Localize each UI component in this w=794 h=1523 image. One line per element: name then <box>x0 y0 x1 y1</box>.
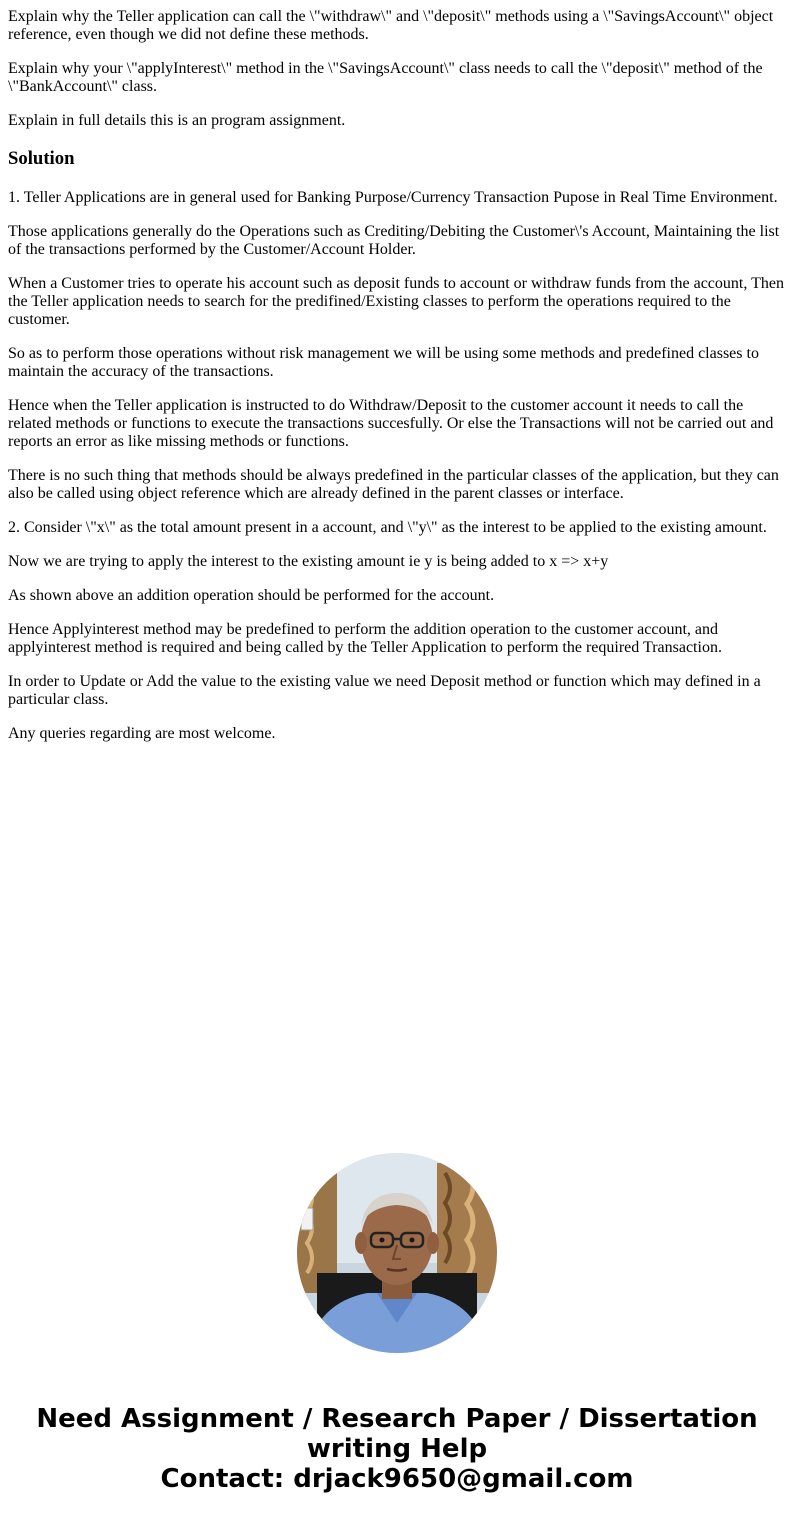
solution-paragraph: So as to perform those operations without risk management we will be using some methods and predefined classes to maintain the accuracy of the transactions. <box>8 345 759 380</box>
solution-paragraph: There is no such thing that methods should be always predefined in the particular classes of the application, but they can also be called using object reference which are already defined in the parent classes or interface. <box>8 467 779 502</box>
author-portrait-image <box>297 1153 497 1353</box>
solution-paragraph: When a Customer tries to operate his account such as deposit funds to account or withdraw funds from the account, Then the Teller application needs to search for the predifined/Existing classes to perform the operations required to the customer. <box>8 275 784 328</box>
promo-line-2: writing Help <box>306 1434 488 1464</box>
solution-paragraph: In order to Update or Add the value to the existing value we need Deposit method or function which may defined in a particular class. <box>8 673 761 708</box>
question-paragraph-2: Explain why your \"applyInterest\" method in the \"SavingsAccount\" class needs to call the \"deposit\" method of the \"BankAccount\" class. <box>8 60 763 95</box>
solution-paragraph: Now we are trying to apply the interest to the existing amount ie y is being added to x => x+y <box>8 553 609 570</box>
solution-paragraph: As shown above an addition operation should be performed for the account. <box>8 587 495 604</box>
solution-paragraph: 2. Consider \"x\" as the total amount present in a account, and \"y\" as the interest to be applied to the existing amount. <box>8 519 767 536</box>
question-paragraph-3: Explain in full details this is an program assignment. <box>8 112 346 129</box>
document-body <box>8 8 786 759</box>
solution-paragraph: Hence Applyinterest method may be predefined to perform the addition operation to the customer account, and applyinterest method is required and being called by the Teller Application to perform the required Transaction. <box>8 621 722 656</box>
author-avatar <box>297 1153 497 1353</box>
solution-paragraph: 1. Teller Applications are in general used for Banking Purpose/Currency Transaction Pupose in Real Time Environment. <box>8 189 778 206</box>
promo-banner <box>0 1404 794 1494</box>
solution-paragraph: Hence when the Teller application is instructed to do Withdraw/Deposit to the customer account it needs to call the related methods or functions to execute the transactions succesfully. Or else the Transactions will not be carried out and reports an error as like missing methods or functions. <box>8 397 774 450</box>
promo-contact: Contact: drjack9650@gmail.com <box>160 1464 634 1494</box>
promo-line-1: Need Assignment / Research Paper / Dissertation <box>36 1404 758 1434</box>
question-paragraph-1: Explain why the Teller application can call the \"withdraw\" and \"deposit\" methods using a \"SavingsAccount\" object reference, even though we did not define these methods. <box>8 8 774 43</box>
solution-paragraph: Any queries regarding are most welcome. <box>8 725 276 742</box>
solution-heading: Solution <box>8 148 75 169</box>
solution-paragraph: Those applications generally do the Operations such as Crediting/Debiting the Customer\'s Account, Maintaining the list of the transactions performed by the Customer/Account Holder. <box>8 223 780 258</box>
